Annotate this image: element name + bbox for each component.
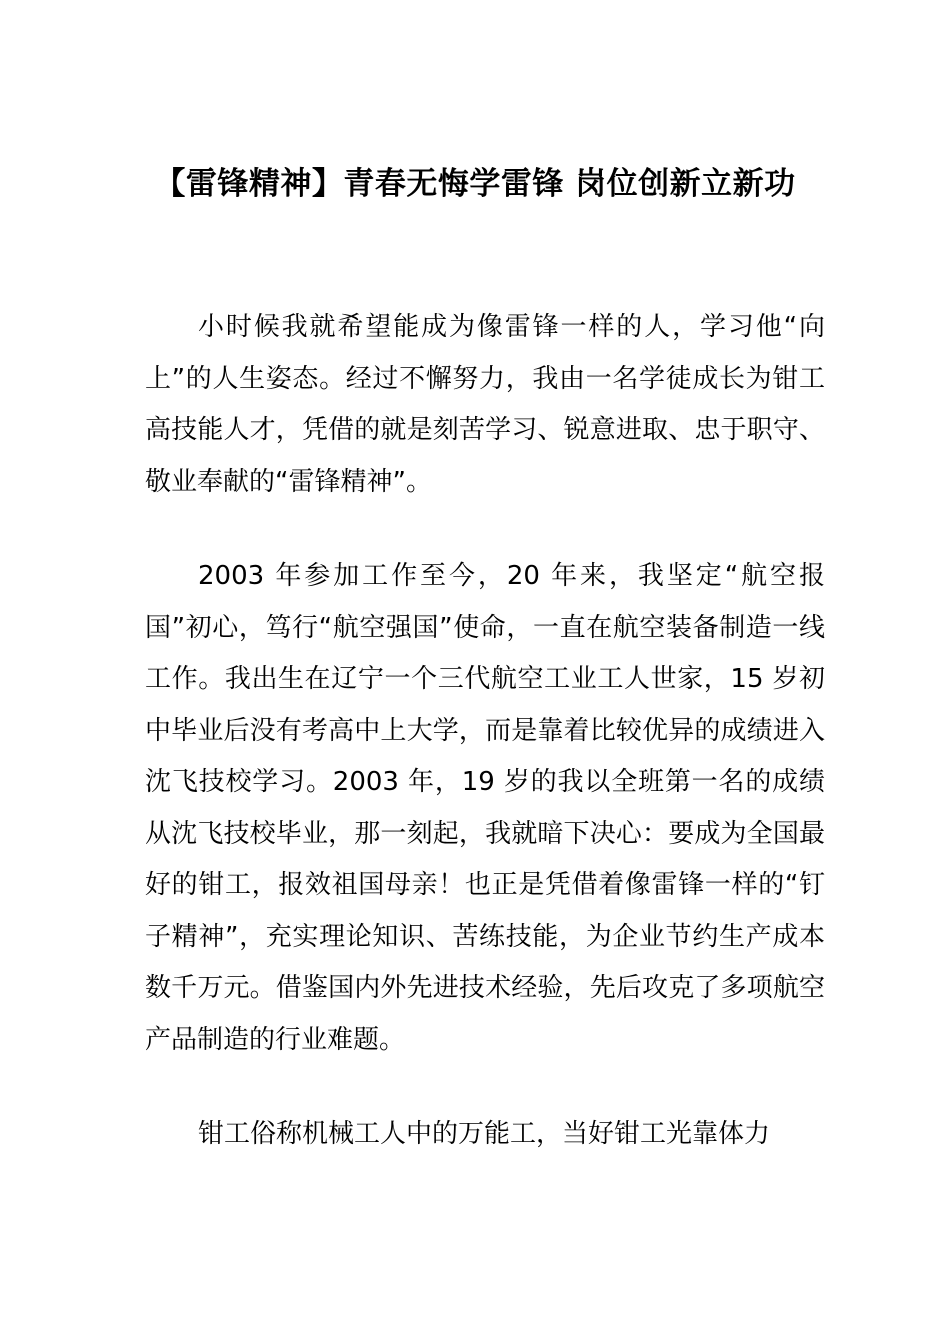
paragraph-career-history: 2003 年参加工作至今，20 年来，我坚定“航空报国”初心，笃行“航空强国”使命，一直在航空装备制造一线工作。我出生在辽宁一个三代航空工业工人世家，15 岁初中毕业后没有考高中上大学，而是靠着比较优异的成绩进入沈飞技校学习。2003 年，19 岁的我以全班第一名的成绩从沈飞技校毕业，那一刻起，我就暗下决心：要成为全国最好的钳工，报效祖国母亲！也正是凭借着像雷锋一样的“钉子精神”，充实理论知识、苦练技能，为企业节约生产成本数千万元。借鉴国内外先进技术经验，先后攻克了多项航空产品制造的行业难题。 (145, 561, 825, 1055)
paragraph-childhood-aspiration: 小时候我就希望能成为像雷锋一样的人，学习他“向上”的人生姿态。经过不懈努力，我由一名学徒成长为钳工高技能人才，凭借的就是刻苦学习、锐意进取、忠于职守、敬业奉献的“雷锋精神”。 (145, 312, 825, 497)
paragraph-fitter-intro: 钳工俗称机械工人中的万能工，当好钳工光靠体力 (198, 1119, 771, 1149)
document-title: 【雷锋精神】青春无悔学雷锋 岗位创新立新功 (154, 166, 796, 202)
